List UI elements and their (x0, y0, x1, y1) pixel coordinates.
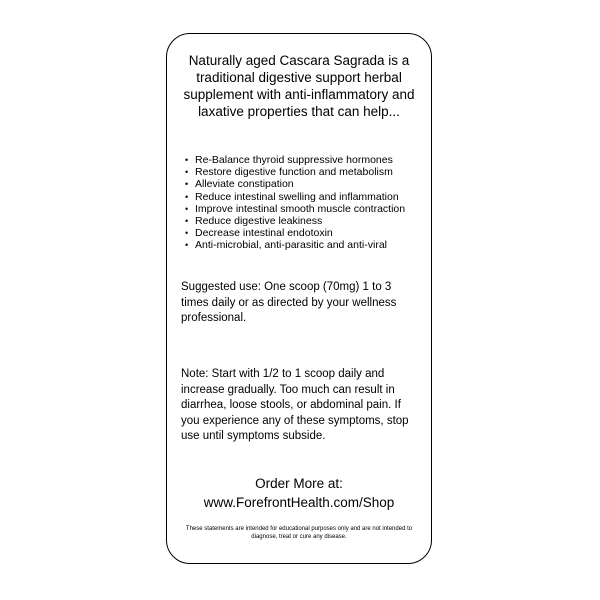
list-item (185, 154, 405, 166)
bullet-icon: • (185, 240, 189, 251)
bullet-icon: • (185, 155, 189, 165)
bullet-icon: • (185, 203, 189, 214)
bullet-icon: • (185, 228, 189, 239)
bullet-icon: • (185, 167, 189, 178)
benefit-text: Reduce intestinal swelling and inflammation (195, 190, 399, 203)
list-item (185, 227, 405, 239)
disclaimer-text: These statements are intended for educational purposes only and are not intended to diagnose, treat or cure any disease. (185, 526, 413, 540)
order-url: www.ForefrontHealth.com/Shop (203, 495, 395, 510)
order-heading: Order More at: (255, 476, 343, 491)
bullet-icon: • (185, 179, 189, 190)
bullet-icon: • (185, 191, 189, 202)
list-item (185, 178, 405, 190)
list-item (185, 191, 405, 203)
benefit-text: Anti-microbial, anti-parasitic and anti-viral (195, 239, 387, 252)
note-text: Note: Start with 1/2 to 1 scoop daily and increase gradually. Too much can result in diarrhea, loose stools, or abdominal pain. If you experience any of these symptoms, stop use until symptoms subside. (181, 368, 409, 442)
list-item (185, 239, 405, 251)
order-info (167, 474, 431, 512)
product-label (166, 33, 432, 564)
list-item (185, 215, 405, 227)
benefit-text: Restore digestive function and metabolism (195, 166, 393, 179)
intro-text: Naturally aged Cascara Sagrada is a traditional digestive support herbal supplement with anti-inflammatory and laxative properties that can help... (183, 53, 415, 119)
list-item (185, 203, 405, 215)
suggested-use-text: Suggested use: One scoop (70mg) 1 to 3 times daily or as directed by your wellness professional. (181, 281, 397, 324)
benefit-text: Reduce digestive leakiness (195, 215, 323, 228)
benefit-text: Decrease intestinal endotoxin (195, 227, 333, 240)
benefits-list (185, 154, 405, 252)
benefit-text: Improve intestinal smooth muscle contraction (195, 202, 406, 215)
list-item (185, 166, 405, 178)
benefit-text: Alleviate constipation (195, 178, 294, 191)
benefit-text: Re-Balance thyroid suppressive hormones (195, 154, 393, 166)
bullet-icon: • (185, 216, 189, 227)
